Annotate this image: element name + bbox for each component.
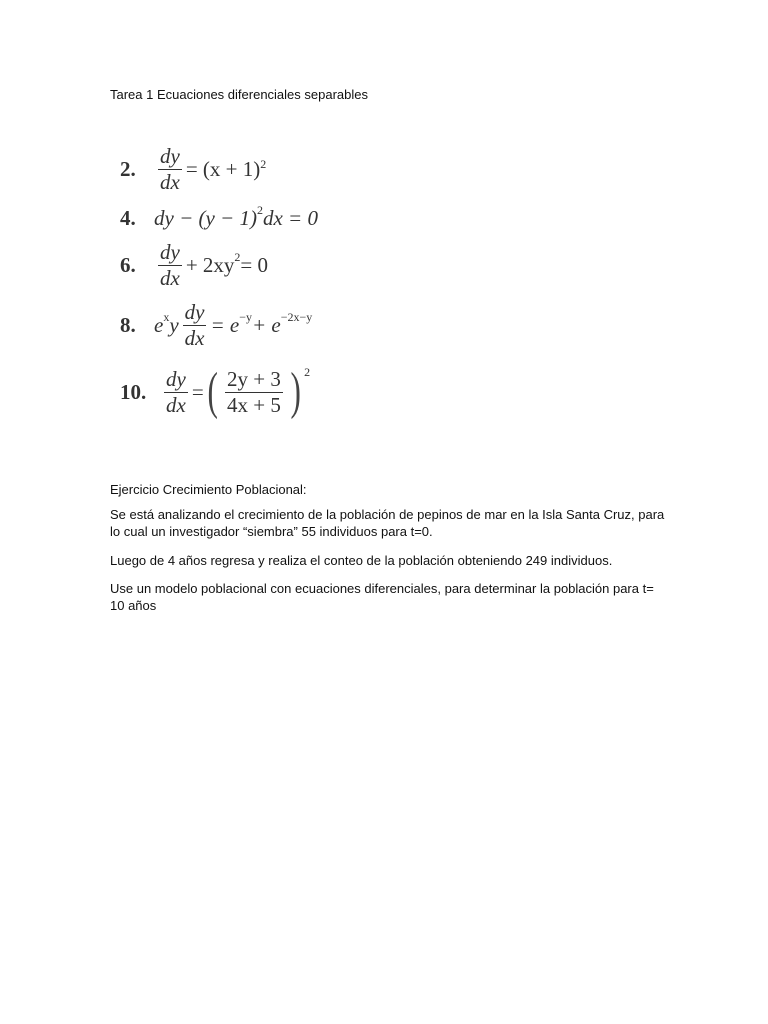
- exercise-paragraph-1: Se está analizando el crecimiento de la población de pepinos de mar en la Isla Santa Cruz, para lo cual un investigador “siembra” 55 individuos para t=0.: [110, 507, 665, 539]
- document-title: Tarea 1 Ecuaciones diferenciales separables: [110, 87, 368, 102]
- equation-rhs: = $(x + 1)^2$: [185, 157, 267, 181]
- equation-number: 2.: [120, 157, 136, 181]
- exercise-paragraph-2: Luego de 4 años regresa y realiza el conteo de la población obteniendo 249 individuos.: [110, 553, 613, 568]
- inner-fraction: $\frac{2y + 3}{4x + 5}$: [227, 366, 281, 417]
- equations-image: [120, 138, 440, 438]
- equation-4: 4. dy − (y − 1) $^2$ dx = 0: [120, 203, 318, 230]
- derivative-fraction: $\frac{dy}{dx}$: [160, 240, 180, 290]
- equation-number: 8.: [120, 313, 136, 337]
- exercise-paragraph-3: Use un modelo poblacional con ecuaciones diferenciales, para determinar la población para t= 10 años: [110, 581, 654, 613]
- exercise-heading: Ejercicio Crecimiento Poblacional:: [110, 482, 307, 497]
- equation-8: 8. e $^x$ y $\frac{dy}{dx}$ = e $^{-y}$ + e $^{-2x-y}$: [120, 300, 313, 350]
- derivative-fraction: $\frac{dy}{dx}$: [184, 300, 205, 350]
- derivative-fraction: $\frac{dy}{dx}$: [160, 144, 180, 194]
- equation-2: [120, 146, 266, 193]
- equation-6: 6. $\frac{dy}{dx}$ + 2xy $^2$ = 0: [120, 240, 269, 290]
- derivative-fraction: $\frac{dy}{dx}$: [166, 366, 186, 417]
- equation-10: 10. $\frac{dy}{dx}$ = ( $\frac{2y + 3}{4x + 5}$ ) $^2$: [120, 363, 311, 420]
- equation-number: 10.: [120, 379, 147, 404]
- equation-number: 6.: [120, 253, 136, 277]
- left-paren: (: [207, 363, 218, 420]
- right-paren: ): [290, 363, 301, 420]
- equation-number: 4.: [120, 206, 136, 230]
